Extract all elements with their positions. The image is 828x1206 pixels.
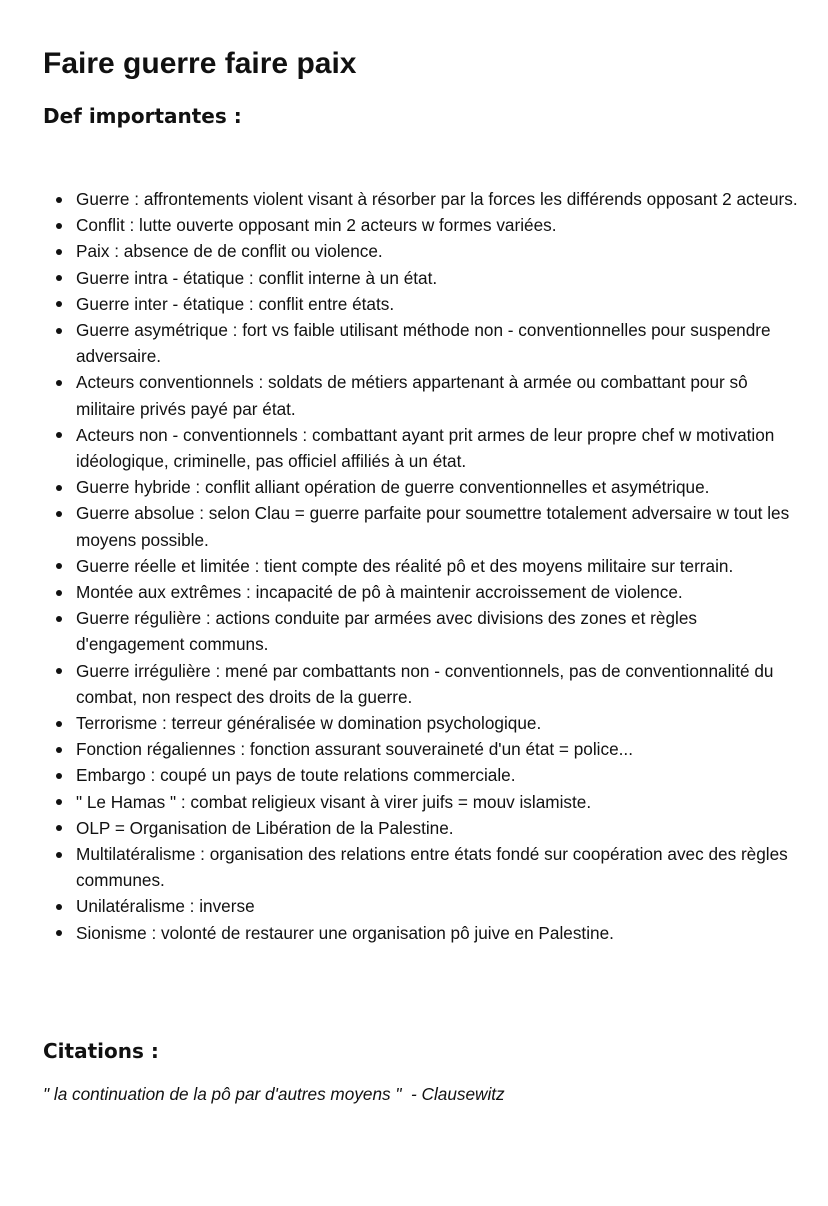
list-item: Fonction régaliennes : fonction assurant souveraineté d'un état = police...: [76, 736, 800, 762]
list-item: Terrorisme : terreur généralisée w domination psychologique.: [76, 710, 800, 736]
list-item: Guerre hybride : conflit alliant opération de guerre conventionnelles et asymétrique.: [76, 474, 800, 500]
list-item: Multilatéralisme : organisation des relations entre états fondé sur coopération avec des règles communes.: [76, 841, 800, 893]
list-item: Guerre irrégulière : mené par combattants non - conventionnels, pas de conventionnalité du combat, non respect des droits de la guerre.: [76, 658, 800, 710]
list-item: Paix : absence de de conflit ou violence.: [76, 238, 800, 264]
list-item: Guerre asymétrique : fort vs faible utilisant méthode non - conventionnelles pour suspendre adversaire.: [76, 317, 800, 369]
list-item: Guerre intra - étatique : conflit interne à un état.: [76, 265, 800, 291]
list-item: Guerre régulière : actions conduite par armées avec divisions des zones et règles d'engagement communs.: [76, 605, 800, 657]
citation-quote: " la continuation de la pô par d'autres moyens " - Clausewitz: [43, 1084, 505, 1104]
page-title: Faire guerre faire paix: [43, 47, 357, 80]
citations-heading: Citations :: [43, 1039, 159, 1063]
list-item: Guerre inter - étatique : conflit entre états.: [76, 291, 800, 317]
list-item: Sionisme : volonté de restaurer une organisation pô juive en Palestine.: [76, 920, 800, 946]
list-item: Montée aux extrêmes : incapacité de pô à maintenir accroissement de violence.: [76, 579, 800, 605]
list-item: OLP = Organisation de Libération de la Palestine.: [76, 815, 800, 841]
list-item: Guerre absolue : selon Clau = guerre parfaite pour soumettre totalement adversaire w tout les moyens possible.: [76, 500, 800, 552]
list-item: Unilatéralisme : inverse: [76, 893, 800, 919]
list-item: " Le Hamas " : combat religieux visant à virer juifs = mouv islamiste.: [76, 789, 800, 815]
list-item: Guerre : affrontements violent visant à résorber par la forces les différends opposant 2 acteurs.: [76, 186, 800, 212]
list-item: Embargo : coupé un pays de toute relations commerciale.: [76, 762, 800, 788]
definitions-heading: Def importantes :: [43, 104, 242, 128]
list-item: Acteurs conventionnels : soldats de métiers appartenant à armée ou combattant pour sô militaire privés payé par état.: [76, 369, 800, 421]
list-item: Guerre réelle et limitée : tient compte des réalité pô et des moyens militaire sur terrain.: [76, 553, 800, 579]
list-item: Acteurs non - conventionnels : combattant ayant prit armes de leur propre chef w motivation idéologique, criminelle, pas officiel affiliés à un état.: [76, 422, 800, 474]
list-item: Conflit : lutte ouverte opposant min 2 acteurs w formes variées.: [76, 212, 800, 238]
definitions-list: [0, 186, 800, 946]
